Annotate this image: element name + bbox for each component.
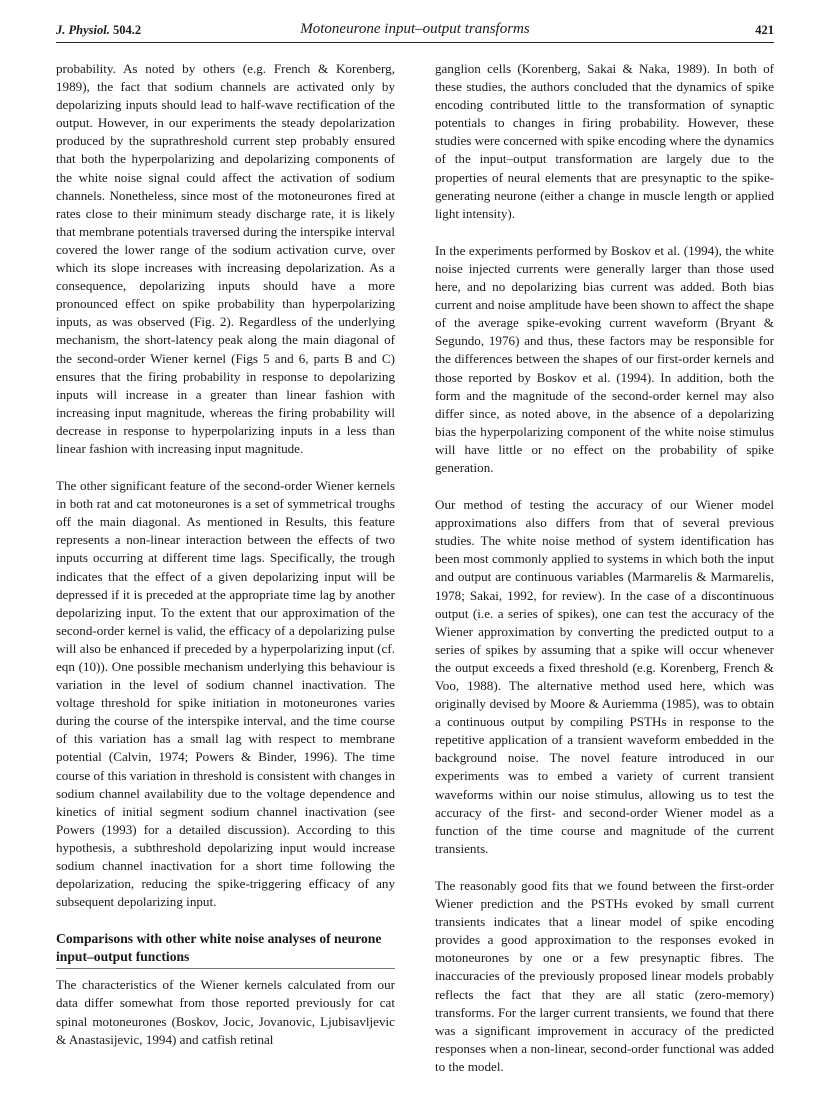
journal-name: J. Physiol. xyxy=(56,23,110,37)
paragraph: The reasonably good fits that we found between the first-order Wiener prediction and the PSTHs evoked by small current transients indicates that a linear model of spike encoding provides a good approximation to the responses evoked in motoneurones by one or a few presynaptic fibres. The inaccuracies of the previously proposed linear models probably reflects the fact that they are all static (zero-memory) transforms. For the larger current transients, we found that there was a significant improvement in accuracy of the predicted responses when a non-linear, second-order functional was added to the model. xyxy=(435,877,774,1074)
paragraph: The characteristics of the Wiener kernels calculated from our data differ somewhat from those reported previously for cat spinal motoneurones (Boskov, Jocic, Jovanovic, Ljubisavljevic & Anastasijevic, 1994) and catfish retinal xyxy=(56,977,395,1047)
heading-rule xyxy=(56,968,395,969)
running-header xyxy=(56,20,774,43)
journal-page xyxy=(56,20,774,1074)
paragraph: probability. As noted by others (e.g. French & Korenberg, 1989), the fact that sodium channels are activated only by depolarizing inputs should lead to half-wave rectification of the output. However, in our experiments the steady depolarization produced by the suprathreshold current step probably ensured that both the hyperpolarizing and depolarizing components of the white noise signal could affect the activation of sodium channels. Nonetheless, since most of the motoneurones fired at rates close to their minimum steady discharge rate, it is likely that membrane potentials traversed during the interspike interval covered the lower range of the sodium activation curve, over which its slope increases with increasing depolarization. As a consequence, depolarizing inputs should have a more pronounced effect on spike probability than hyperpolarizing inputs, as was observed (Fig. 2). Regardless of the underlying mechanism, the short-latency peak along the main diagonal of the second-order Wiener kernel (Figs 5 and 6, parts B and C) ensures that the firing probability in response to depolarizing inputs will increase in a greater than linear fashion with increasing input magnitude, whereas the firing probability will decrease in response to hyperpolarizing inputs in a less than linear fashion with increasing input magnitude. xyxy=(56,61,395,456)
journal-volume: 504.2 xyxy=(112,23,142,37)
paragraph: ganglion cells (Korenberg, Sakai & Naka, 1989). In both of these studies, the authors concluded that the dynamics of spike encoding contributed little to the transformation of synaptic potentials to changes in firing probability. However, these studies were concerned with spike encoding where the dynamics of the input–output transformation are largely due to the properties of neural elements that are presynaptic to the spike-generating neurone (either a change in muscle length or applied light intensity). xyxy=(435,61,774,221)
paragraph: The other significant feature of the second-order Wiener kernels in both rat and cat motoneurones is a set of symmetrical troughs off the main diagonal. As mentioned in Results, this feature represents a non-linear interaction between the effects of two inputs occurring at different time lags. Specifically, the trough indicates that the effect of a given depolarizing input will be depressed if it is preceded at the appropriate time lag by another depolarizing input. To the extent that our approximation of the second-order kernel is valid, the efficacy of a depolarizing pulse will also be enhanced if preceded by a hyperpolarizing input (cf. eqn (10)). One possible mechanism underlying this behaviour is variation in the level of sodium channel inactivation. The voltage threshold for spike initiation in motoneurones varies during the course of the interspike interval, and the time course of this variation has a small lag with respect to membrane potential (Calvin, 1974; Powers & Binder, 1996). The time course of this variation in threshold is consistent with changes in sodium channel availability due to the voltage dependence and kinetics of initial segment sodium channel inactivation (see Powers (1993) for a detailed discussion). According to this hypothesis, a subthreshold depolarizing input would increase sodium channel inactivation for a short time following the depolarization, reducing the spike-triggering efficacy of any subsequent depolarizing input. xyxy=(56,478,395,910)
running-title: Motoneurone input–output transforms xyxy=(300,21,530,37)
right-column xyxy=(435,60,774,1095)
section-heading: Comparisons with other white noise analyses of neurone input–output functions xyxy=(56,931,382,965)
page-number: 421 xyxy=(755,23,774,37)
left-column xyxy=(56,60,395,1068)
paragraph: In the experiments performed by Boskov et al. (1994), the white noise injected currents were generally larger than those used here, and no depolarizing bias current was added. Both bias current and noise amplitude have been shown to affect the shape of the average spike-evoking current waveform (Bryant & Segundo, 1976) and thus, these factors may be responsible for the differences between the shapes of our first-order kernels and those reported by Boskov et al. (1994). In addition, both the form and the magnitude of the second-order kernel may also differ since, as noted above, in the absence of a depolarizing bias the hyperpolarizing component of the white noise stimulus will have little or no effect on the probability of spike generation. xyxy=(435,242,774,475)
paragraph: Our method of testing the accuracy of our Wiener model approximations also differs from that of several previous studies. The white noise method of system identification has been most commonly applied to systems in which both the input and output are continuous variables (Marmarelis & Marmarelis, 1978; Sakai, 1992, for review). In the case of a discontinuous output (i.e. a series of spikes), one can test the accuracy of the Wiener approximation by converting the predicted output to a series of spikes by assuming that a spike will occur whenever the output exceeds a fixed threshold (e.g. Korenberg, French & Voo, 1988). The alternative method used here, which was originally devised by Moore & Auriemma (1985), was to obtain a continuous output by compiling PSTHs in response to the repetitive application of a transient waveform embedded in the background noise. The novel feature introduced in our experiments was to embed a variety of current transient waveforms within our noise stimulus, allowing us to test the accuracy of the first- and second-order Wiener model as a function of the time course and magnitude of the current transients. xyxy=(435,497,774,856)
